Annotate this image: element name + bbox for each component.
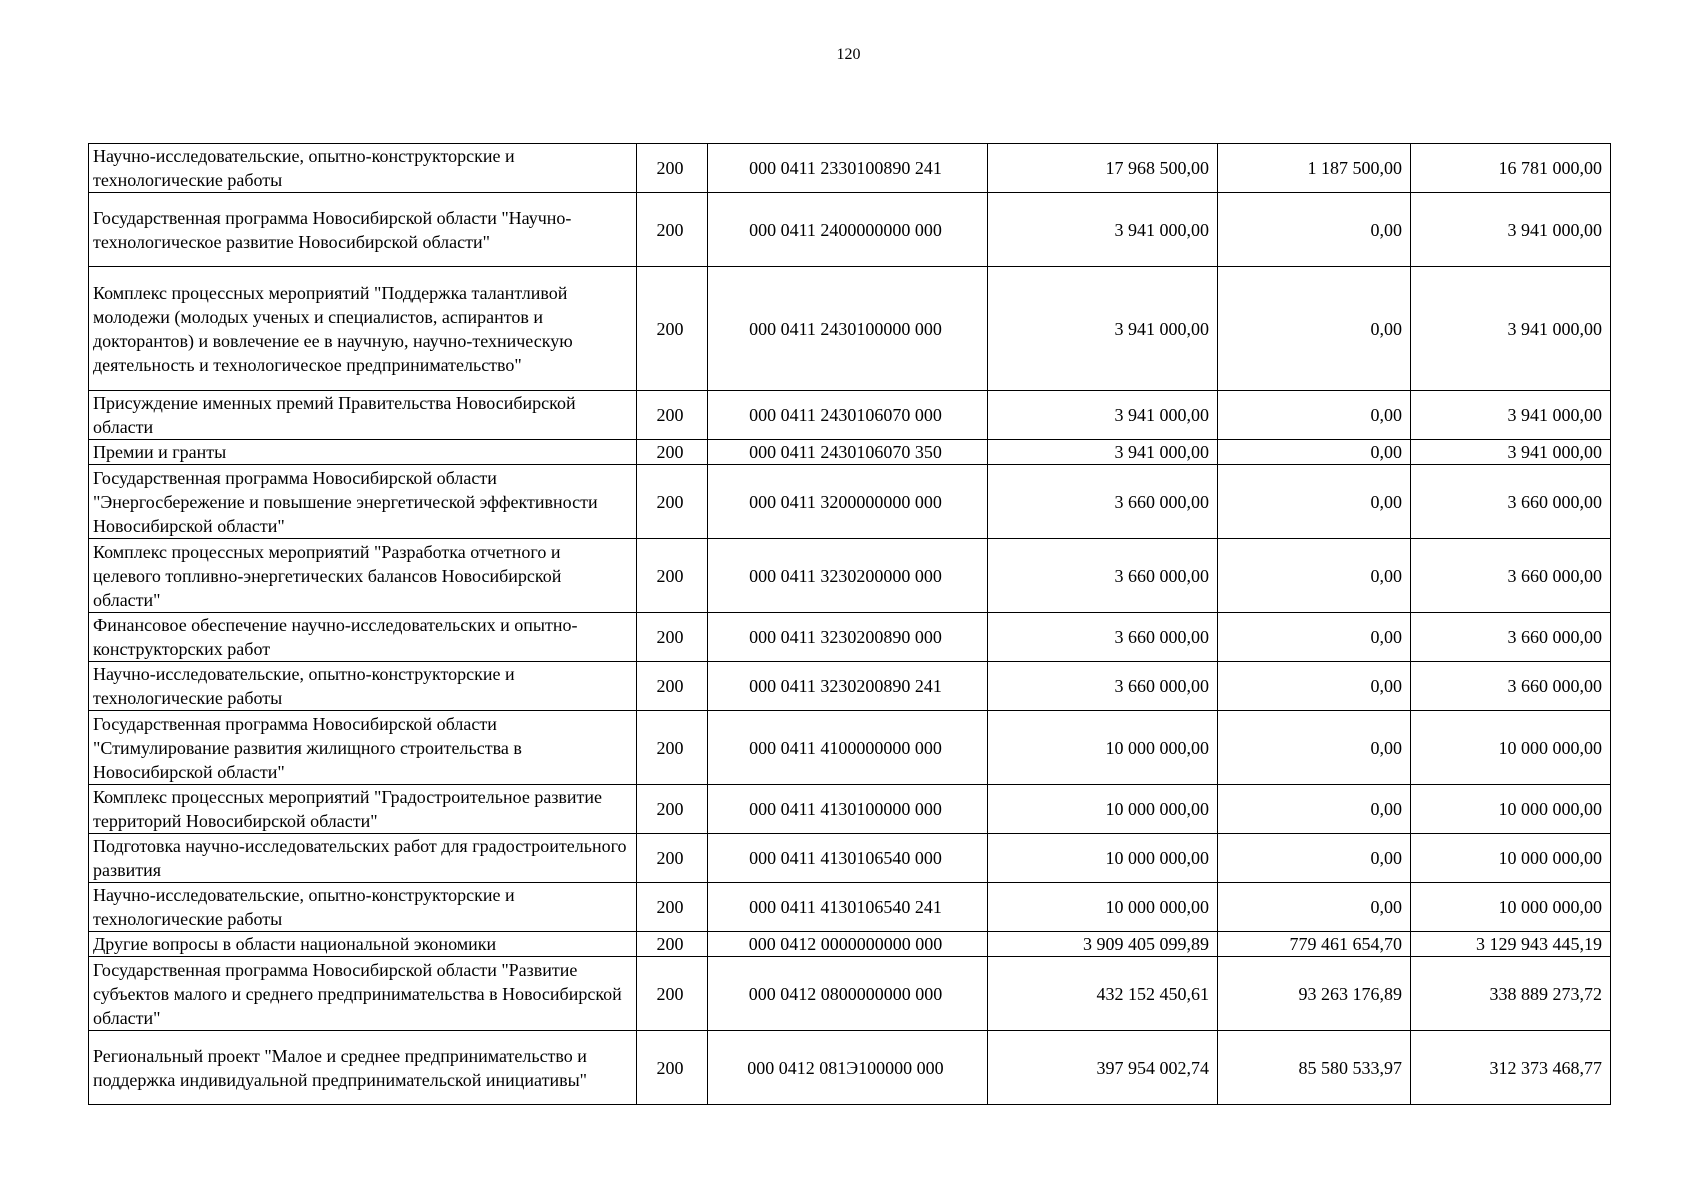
approved-amount-cell: 17 968 500,00: [988, 144, 1218, 193]
executed-amount-cell: 779 461 654,70: [1218, 932, 1411, 957]
executed-amount-cell: 0,00: [1218, 267, 1411, 391]
unexecuted-amount-cell: 10 000 000,00: [1411, 883, 1611, 932]
admin-code-cell: 200: [637, 144, 708, 193]
row-name-cell: Премии и гранты: [89, 440, 637, 465]
admin-code-cell: 200: [637, 193, 708, 267]
row-name-cell: Комплекс процессных мероприятий "Градостроительное развитие территорий Новосибирской области": [89, 785, 637, 834]
budget-code-cell: 000 0411 3230200000 000: [708, 539, 988, 613]
executed-amount-cell: 0,00: [1218, 834, 1411, 883]
executed-amount-cell: 0,00: [1218, 883, 1411, 932]
admin-code-cell: 200: [637, 539, 708, 613]
row-name-cell: Подготовка научно-исследовательских работ для градостроительного развития: [89, 834, 637, 883]
admin-code-cell: 200: [637, 391, 708, 440]
approved-amount-cell: 10 000 000,00: [988, 883, 1218, 932]
table-row: [89, 883, 1611, 932]
row-name-cell: Государственная программа Новосибирской области "Энергосбережение и повышение энергетической эффективности Новосибирской области": [89, 465, 637, 539]
unexecuted-amount-cell: 338 889 273,72: [1411, 957, 1611, 1031]
table-row: [89, 193, 1611, 267]
approved-amount-cell: 3 941 000,00: [988, 267, 1218, 391]
row-name-cell: Комплекс процессных мероприятий "Разработка отчетного и целевого топливно-энергетических балансов Новосибирской области": [89, 539, 637, 613]
executed-amount-cell: 0,00: [1218, 711, 1411, 785]
budget-code-cell: 000 0411 2430106070 000: [708, 391, 988, 440]
row-name-cell: Государственная программа Новосибирской области "Развитие субъектов малого и среднего предпринимательства в Новосибирской области": [89, 957, 637, 1031]
unexecuted-amount-cell: 16 781 000,00: [1411, 144, 1611, 193]
executed-amount-cell: 0,00: [1218, 662, 1411, 711]
approved-amount-cell: 3 660 000,00: [988, 613, 1218, 662]
admin-code-cell: 200: [637, 711, 708, 785]
unexecuted-amount-cell: 3 660 000,00: [1411, 539, 1611, 613]
budget-execution-table: [88, 143, 1611, 1105]
approved-amount-cell: 3 660 000,00: [988, 662, 1218, 711]
admin-code-cell: 200: [637, 267, 708, 391]
table-row: [89, 711, 1611, 785]
budget-code-cell: 000 0411 3230200890 000: [708, 613, 988, 662]
approved-amount-cell: 432 152 450,61: [988, 957, 1218, 1031]
table-row: [89, 613, 1611, 662]
budget-code-cell: 000 0411 4130106540 000: [708, 834, 988, 883]
budget-code-cell: 000 0412 081Э100000 000: [708, 1031, 988, 1105]
approved-amount-cell: 10 000 000,00: [988, 785, 1218, 834]
unexecuted-amount-cell: 3 660 000,00: [1411, 662, 1611, 711]
table-row: [89, 391, 1611, 440]
admin-code-cell: 200: [637, 1031, 708, 1105]
admin-code-cell: 200: [637, 932, 708, 957]
table-row: [89, 957, 1611, 1031]
unexecuted-amount-cell: 10 000 000,00: [1411, 711, 1611, 785]
admin-code-cell: 200: [637, 613, 708, 662]
unexecuted-amount-cell: 3 941 000,00: [1411, 267, 1611, 391]
unexecuted-amount-cell: 10 000 000,00: [1411, 834, 1611, 883]
executed-amount-cell: 0,00: [1218, 440, 1411, 465]
admin-code-cell: 200: [637, 440, 708, 465]
row-name-cell: Научно-исследовательские, опытно-конструкторские и технологические работы: [89, 883, 637, 932]
unexecuted-amount-cell: 3 660 000,00: [1411, 465, 1611, 539]
admin-code-cell: 200: [637, 785, 708, 834]
budget-code-cell: 000 0411 2430100000 000: [708, 267, 988, 391]
row-name-cell: Государственная программа Новосибирской области "Научно-технологическое развитие Новосибирской области": [89, 193, 637, 267]
table-row: [89, 539, 1611, 613]
table-row: [89, 465, 1611, 539]
approved-amount-cell: 3 660 000,00: [988, 465, 1218, 539]
row-name-cell: Научно-исследовательские, опытно-конструкторские и технологические работы: [89, 662, 637, 711]
approved-amount-cell: 10 000 000,00: [988, 834, 1218, 883]
budget-code-cell: 000 0412 0800000000 000: [708, 957, 988, 1031]
executed-amount-cell: 0,00: [1218, 391, 1411, 440]
approved-amount-cell: 3 660 000,00: [988, 539, 1218, 613]
executed-amount-cell: 85 580 533,97: [1218, 1031, 1411, 1105]
table-row: [89, 1031, 1611, 1105]
unexecuted-amount-cell: 312 373 468,77: [1411, 1031, 1611, 1105]
row-name-cell: Другие вопросы в области национальной экономики: [89, 932, 637, 957]
budget-code-cell: 000 0411 2400000000 000: [708, 193, 988, 267]
executed-amount-cell: 0,00: [1218, 785, 1411, 834]
admin-code-cell: 200: [637, 662, 708, 711]
table-row: [89, 785, 1611, 834]
table-row: [89, 834, 1611, 883]
unexecuted-amount-cell: 3 941 000,00: [1411, 440, 1611, 465]
row-name-cell: Региональный проект "Малое и среднее предпринимательство и поддержка индивидуальной предпринимательской инициативы": [89, 1031, 637, 1105]
row-name-cell: Научно-исследовательские, опытно-конструкторские и технологические работы: [89, 144, 637, 193]
executed-amount-cell: 0,00: [1218, 539, 1411, 613]
budget-code-cell: 000 0411 2330100890 241: [708, 144, 988, 193]
budget-code-cell: 000 0411 2430106070 350: [708, 440, 988, 465]
executed-amount-cell: 0,00: [1218, 193, 1411, 267]
admin-code-cell: 200: [637, 834, 708, 883]
unexecuted-amount-cell: 10 000 000,00: [1411, 785, 1611, 834]
approved-amount-cell: 10 000 000,00: [988, 711, 1218, 785]
row-name-cell: Финансовое обеспечение научно-исследовательских и опытно-конструкторских работ: [89, 613, 637, 662]
unexecuted-amount-cell: 3 941 000,00: [1411, 391, 1611, 440]
unexecuted-amount-cell: 3 941 000,00: [1411, 193, 1611, 267]
executed-amount-cell: 1 187 500,00: [1218, 144, 1411, 193]
table-row: [89, 662, 1611, 711]
approved-amount-cell: 3 941 000,00: [988, 391, 1218, 440]
budget-code-cell: 000 0412 0000000000 000: [708, 932, 988, 957]
approved-amount-cell: 3 909 405 099,89: [988, 932, 1218, 957]
admin-code-cell: 200: [637, 957, 708, 1031]
table-body: [89, 144, 1611, 1105]
unexecuted-amount-cell: 3 129 943 445,19: [1411, 932, 1611, 957]
unexecuted-amount-cell: 3 660 000,00: [1411, 613, 1611, 662]
budget-code-cell: 000 0411 4100000000 000: [708, 711, 988, 785]
admin-code-cell: 200: [637, 465, 708, 539]
table-row: [89, 267, 1611, 391]
executed-amount-cell: 0,00: [1218, 613, 1411, 662]
executed-amount-cell: 0,00: [1218, 465, 1411, 539]
executed-amount-cell: 93 263 176,89: [1218, 957, 1411, 1031]
page-number: 120: [836, 46, 861, 63]
approved-amount-cell: 397 954 002,74: [988, 1031, 1218, 1105]
budget-code-cell: 000 0411 4130100000 000: [708, 785, 988, 834]
table-row: [89, 440, 1611, 465]
table-row: [89, 144, 1611, 193]
admin-code-cell: 200: [637, 883, 708, 932]
budget-code-cell: 000 0411 4130106540 241: [708, 883, 988, 932]
budget-code-cell: 000 0411 3200000000 000: [708, 465, 988, 539]
approved-amount-cell: 3 941 000,00: [988, 440, 1218, 465]
row-name-cell: Комплекс процессных мероприятий "Поддержка талантливой молодежи (молодых ученых и специалистов, аспирантов и докторантов) и вовлечение ее в научную, научно-техническую деятельность и технологическое предпринимательство": [89, 267, 637, 391]
approved-amount-cell: 3 941 000,00: [988, 193, 1218, 267]
table-row: [89, 932, 1611, 957]
budget-code-cell: 000 0411 3230200890 241: [708, 662, 988, 711]
row-name-cell: Государственная программа Новосибирской области "Стимулирование развития жилищного строительства в Новосибирской области": [89, 711, 637, 785]
row-name-cell: Присуждение именных премий Правительства Новосибирской области: [89, 391, 637, 440]
